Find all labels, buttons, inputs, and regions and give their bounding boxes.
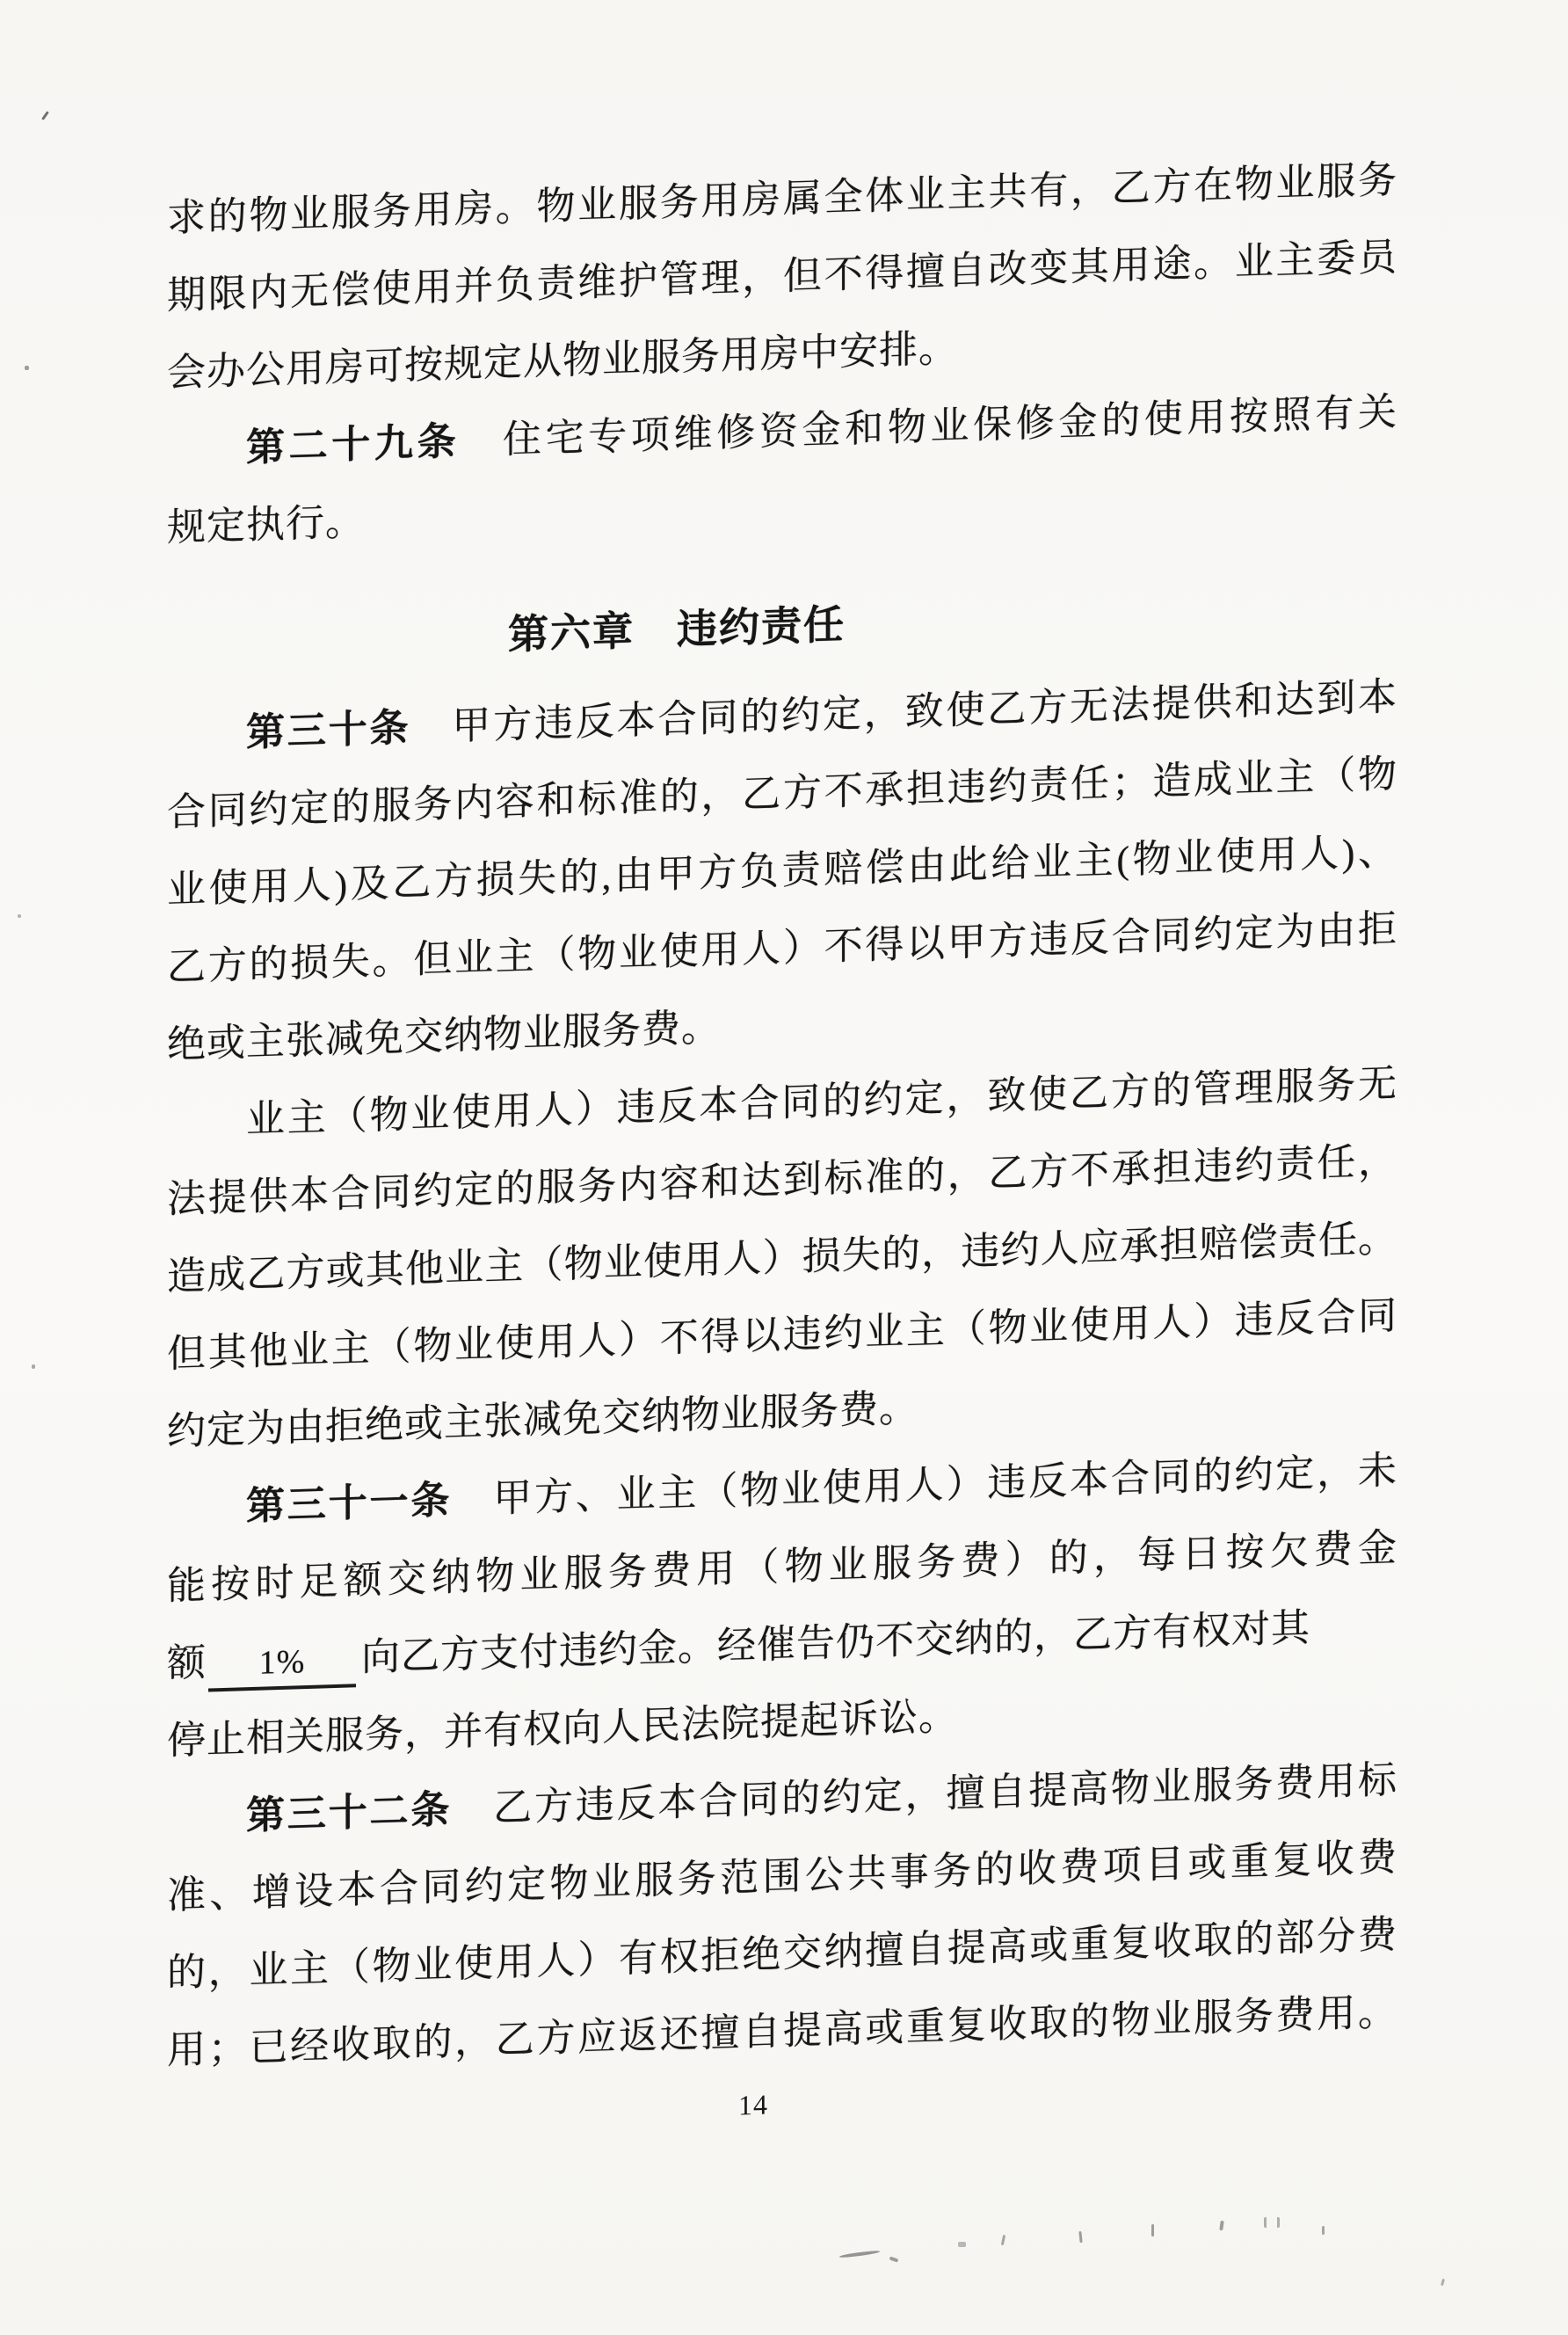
page-number: 14 bbox=[738, 2088, 768, 2121]
paragraph-line: 求的物业服务用房。物业服务用房属全体业主共有，乙方在物业服务 bbox=[167, 158, 1397, 240]
scan-speck bbox=[41, 111, 49, 120]
paragraph-line: 法提供本合同约定的服务内容和达到标准的，乙方不承担违约责任， bbox=[167, 1139, 1397, 1221]
scan-smudge bbox=[839, 2250, 880, 2259]
scan-smudge bbox=[1151, 2224, 1154, 2237]
scan-smudge bbox=[1001, 2235, 1005, 2245]
article-31-line: 第三十一条 甲方、业主（物业使用人）违反本合同的约定，未 bbox=[246, 1449, 1398, 1529]
paragraph-line: 造成乙方或其他业主（物业使用人）损失的，违约人应承担赔偿责任。 bbox=[167, 1217, 1397, 1298]
paragraph-line: 合同约定的服务内容和标准的，乙方不承担违约责任；造成业主（物 bbox=[167, 753, 1397, 834]
chapter-heading: 第六章 违约责任 bbox=[508, 601, 846, 658]
paragraph-line: 能按时足额交纳物业服务费用（物业服务费）的，每日按欠费金 bbox=[167, 1526, 1397, 1608]
paragraph-line: 但其他业主（物业使用人）不得以违约业主（物业使用人）违反合同 bbox=[167, 1294, 1397, 1376]
scan-smudge bbox=[958, 2242, 966, 2247]
paragraph-line: 的，业主（物业使用人）有权拒绝交纳擅自提高或重复收取的部分费 bbox=[167, 1913, 1397, 1995]
scan-smudge bbox=[1264, 2217, 1280, 2228]
scan-smudge bbox=[1322, 2226, 1325, 2235]
paragraph-line: 绝或主张减免交纳物业服务费。 bbox=[167, 1006, 721, 1066]
paragraph-line: 约定为由拒绝或主张减免交纳物业服务费。 bbox=[167, 1386, 918, 1453]
scan-speck bbox=[18, 914, 21, 918]
page-text-block bbox=[167, 0, 1397, 2150]
article-32-line: 第三十二条 乙方违反本合同的约定，擅自提高物业服务费用标 bbox=[246, 1758, 1398, 1838]
scan-speck bbox=[25, 366, 29, 370]
paragraph-line: 期限内无偿使用并负责维护管理，但不得擅自改变其用途。业主委员 bbox=[167, 236, 1397, 317]
blank-fill-line: 额 1% 向乙方支付违约金。经催告仍不交纳的，乙方有权对其 bbox=[167, 1587, 1397, 1703]
paragraph-line: 乙方的损失。但业主（物业使用人）不得以甲方违反合同约定为由拒 bbox=[167, 907, 1397, 989]
paragraph-line: 用；已经收取的，乙方应返还擅自提高或重复收取的物业服务费用。 bbox=[167, 1990, 1397, 2072]
scan-smudge bbox=[889, 2256, 899, 2262]
scan-smudge bbox=[1441, 2279, 1445, 2287]
scan-speck bbox=[32, 1364, 35, 1369]
paragraph-line: 业使用人)及乙方损失的,由甲方负责赔偿由此给业主(物业使用人)、 bbox=[167, 830, 1397, 912]
scan-smudge bbox=[1219, 2221, 1223, 2230]
paragraph-line: 会办公用房可按规定从物业服务用房中安排。 bbox=[167, 326, 958, 395]
paragraph-line: 规定执行。 bbox=[167, 499, 365, 549]
scan-smudge bbox=[1078, 2231, 1082, 2243]
paragraph-line: 停止相关服务，并有权向人民法院提起诉讼。 bbox=[167, 1694, 958, 1763]
percentage-blank-field: 1% bbox=[208, 1636, 356, 1691]
article-30-line: 第三十条 甲方违反本合同的约定，致使乙方无法提供和达到本 bbox=[246, 675, 1398, 755]
paragraph-line: 准、增设本合同约定物业服务范围公共事务的收费项目或重复收费 bbox=[167, 1836, 1397, 1917]
article-29-line: 第二十九条 住宅专项维修资金和物业保修金的使用按照有关 bbox=[246, 390, 1398, 470]
paragraph-line: 业主（物业使用人）违反本合同的约定，致使乙方的管理服务无 bbox=[246, 1062, 1397, 1142]
